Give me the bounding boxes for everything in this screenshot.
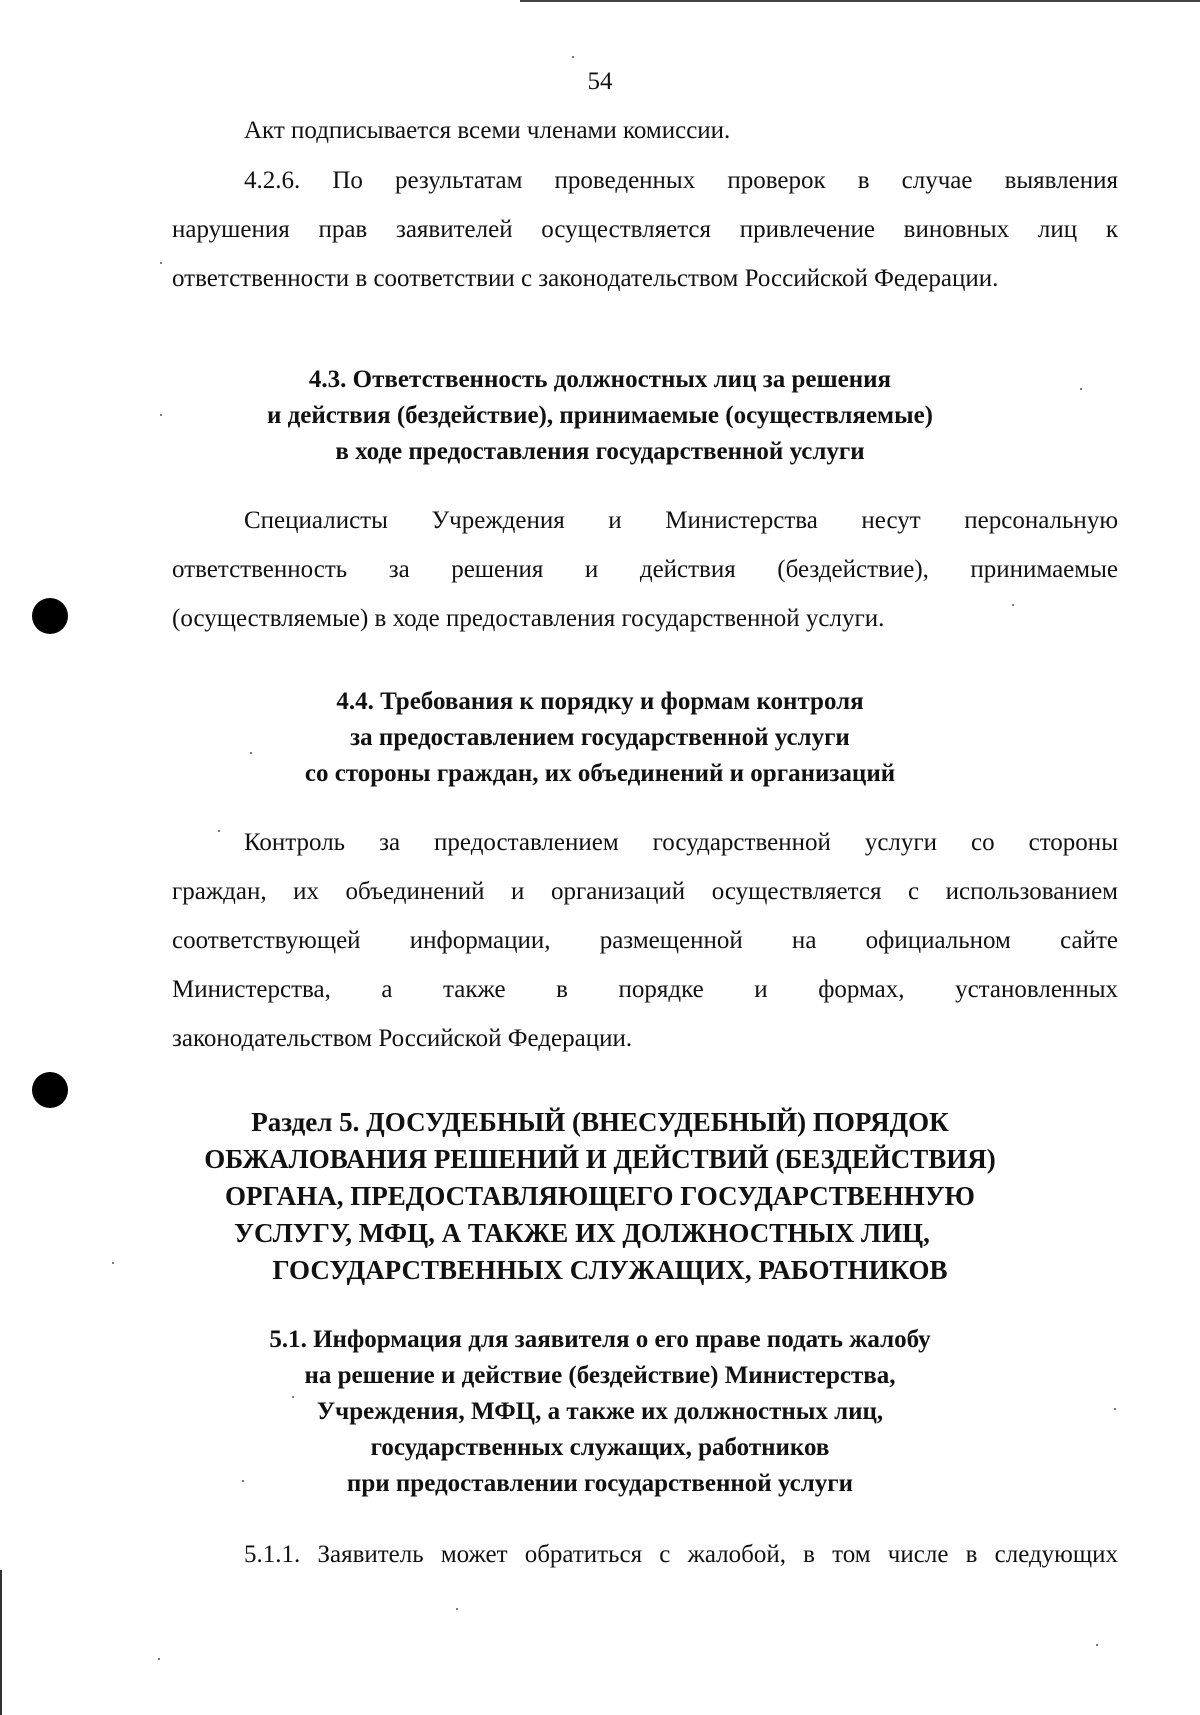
paragraph-line: граждан, их объединений и организаций осуществляется с использованием [172,878,1118,905]
scan-speck [456,1608,458,1610]
paragraph-line: (осуществляемые) в ходе предоставления государственной услуги. [172,605,885,632]
paragraph-line: 4.2.6. По результатам проведенных проверок в случае выявления [244,167,1118,194]
scan-speck [1012,604,1014,606]
scan-speck [1114,1408,1116,1410]
scan-speck [160,414,162,416]
scan-speck [160,262,162,264]
scan-speck [572,56,574,58]
scan-speck [1096,1644,1098,1646]
paragraph-line: ответственность за решения и действия (бездействие), принимаемые [172,556,1118,583]
heading-line: в ходе предоставления государственной услуги [335,438,865,465]
paragraph-line: ответственности в соответствии с законодательством Российской Федерации. [172,265,999,292]
heading-line: ГОСУДАРСТВЕННЫХ СЛУЖАЩИХ, РАБОТНИКОВ [272,1255,948,1285]
heading-line: ОРГАНА, ПРЕДОСТАВЛЯЮЩЕГО ГОСУДАРСТВЕННУЮ [225,1181,975,1211]
paragraph-line: Министерства, а также в порядке и формах, установленных [172,976,1118,1003]
scan-top-edge-line [520,0,1200,2]
scan-speck [158,1658,160,1660]
heading-line: и действия (бездействие), принимаемые (осуществляемые) [266,402,934,429]
scan-left-edge-line [0,1570,2,1715]
paragraph-4-3 [172,496,1118,643]
heading-line: 4.4. Требования к порядку и формам контроля [336,688,864,715]
heading-5-1 [0,1322,1200,1502]
punch-hole-upper [32,598,68,634]
paragraph-line: 5.1.1. Заявитель может обратиться с жалобой, в том числе в следующих [244,1541,1118,1568]
paragraph-line: соответствующей информации, размещенной на официальном сайте [172,927,1118,954]
heading-line: УСЛУГУ, МФЦ, А ТАКЖЕ ИХ ДОЛЖНОСТНЫХ ЛИЦ, [234,1218,930,1248]
paragraph-line: нарушения прав заявителей осуществляется привлечение виновных лиц к [172,216,1118,243]
heading-4-3 [0,362,1200,470]
heading-line: при предоставлении государственной услуги [346,1470,854,1497]
heading-4-4 [0,684,1200,792]
paragraph-5-1-1 [172,1530,1118,1579]
heading-line: 4.3. Ответственность должностных лиц за решения [308,366,892,393]
heading-line: ОБЖАЛОВАНИЯ РЕШЕНИЙ И ДЕЙСТВИЙ (БЕЗДЕЙСТВИЯ) [204,1144,996,1174]
section-5-heading [0,1104,1200,1289]
heading-line: государственных служащих, работников [370,1434,830,1461]
heading-line: Раздел 5. ДОСУДЕБНЫЙ (ВНЕСУДЕБНЫЙ) ПОРЯДОК [251,1107,949,1137]
heading-line: 5.1. Информация для заявителя о его праве подать жалобу [269,1326,931,1353]
punch-hole-lower [32,1072,68,1108]
paragraph-act [172,106,1118,155]
heading-line: на решение и действие (бездействие) Министерства, [304,1362,896,1389]
paragraph-line: законодательством Российской Федерации. [172,1025,633,1052]
heading-line: со стороны граждан, их объединений и организаций [304,760,896,787]
scan-speck [250,752,252,754]
paragraph-line: Специалисты Учреждения и Министерства несут персональную [244,507,1118,534]
heading-line: за предоставлением государственной услуги [350,724,850,751]
heading-line: Учреждения, МФЦ, а также их должностных лиц, [316,1398,884,1425]
paragraph-line: Контроль за предоставлением государственной услуги со стороны [244,829,1118,856]
scan-speck [292,1396,294,1398]
paragraph-4-4 [172,818,1118,1063]
scan-speck [218,830,220,832]
paragraph-line: Акт подписывается всеми членами комиссии. [244,117,731,144]
page-number: 54 [587,68,613,95]
scan-speck [242,1480,244,1482]
paragraph-4-2-6 [172,156,1118,303]
scan-speck [112,1262,114,1264]
scan-speck [1080,388,1082,390]
